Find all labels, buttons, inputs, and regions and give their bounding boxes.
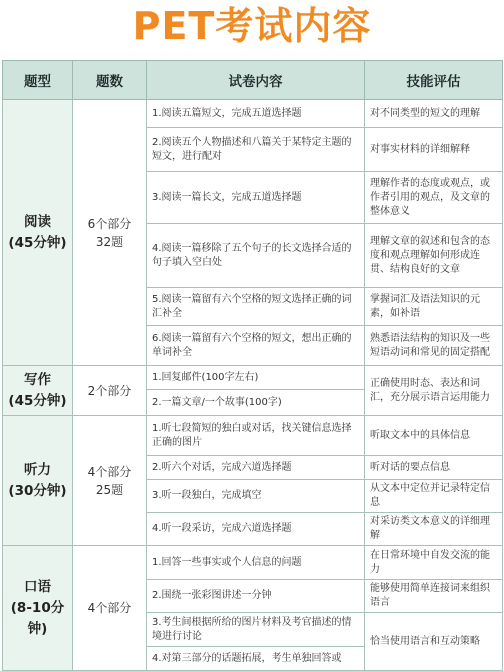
paper-cell: 1.回答一些事实或个人信息的问题	[147, 546, 365, 580]
section-time-label: (8-10分钟)	[10, 599, 65, 637]
paper-cell: 2.阅读五个人物描述和八篇关于某特定主题的短文，进行配对	[147, 128, 365, 172]
header-count: 题数	[73, 61, 147, 100]
section-writing-count	[73, 366, 147, 416]
skill-cell: 听取文本中的具体信息	[365, 416, 503, 456]
paper-cell: 5.阅读一篇留有六个空格的短文选择正确的词汇补全	[147, 288, 365, 326]
section-speaking-type	[3, 546, 73, 671]
paper-cell: 3.阅读一篇长文，完成五道选择题	[147, 172, 365, 224]
header-skill: 技能评估	[365, 61, 503, 100]
section-reading-count	[73, 100, 147, 366]
skill-cell: 听对话的要点信息	[365, 456, 503, 480]
skill-cell: 从文本中定位并记录特定信息	[365, 480, 503, 513]
paper-cell: 3.考生间根据所给的图片材料及考官描述的情境进行讨论	[147, 613, 365, 647]
section-type-label: 听力	[24, 461, 51, 478]
skill-cell: 对事实材料的详细解释	[365, 128, 503, 172]
section-listening-type	[3, 416, 73, 546]
section-count-parts: 4个部分	[87, 601, 132, 615]
skill-cell: 能够使用简单连接词来组织语言	[365, 580, 503, 613]
table-header-row	[3, 61, 503, 100]
skill-cell: 熟悉语法结构的知识及一些短语动词和常见的固定搭配	[365, 326, 503, 366]
title-main: 考试内容	[215, 4, 372, 48]
skill-cell: 在日常环境中自发交流的能力	[365, 546, 503, 580]
section-time-label: (45分钟)	[8, 392, 67, 409]
skill-cell: 理解作者的态度或观点，或作者引用的观点，及文章的整体意义	[365, 172, 503, 224]
section-count-parts: 6个部分	[87, 216, 132, 231]
section-reading-type	[3, 100, 73, 366]
section-count-parts: 2个部分	[87, 383, 132, 398]
section-speaking-count	[73, 546, 147, 671]
title-prefix: PET	[132, 4, 216, 48]
section-writing-type	[3, 366, 73, 416]
section-type-label: 写作	[24, 371, 51, 388]
header-type: 题型	[3, 61, 73, 100]
table-row	[3, 546, 503, 580]
skill-cell: 理解文章的叙述和包含的态度和观点理解如何形成连贯、结构良好的文章	[365, 224, 503, 288]
skill-cell: 对不同类型的短文的理解	[365, 100, 503, 128]
header-paper: 试卷内容	[147, 61, 365, 100]
skill-cell: 掌握词汇及语法知识的元素，如补语	[365, 288, 503, 326]
paper-cell: 1.回复邮件(100字左右)	[147, 366, 365, 390]
paper-cell: 4.对第三部分的话题拓展，考生单独回答或	[147, 647, 365, 671]
paper-cell: 6.阅读一篇留有六个空格的短文，想出正确的单词补全	[147, 326, 365, 366]
table-row	[3, 366, 503, 390]
paper-cell: 2.围绕一张彩图讲述一分钟	[147, 580, 365, 613]
paper-cell: 2.听六个对话，完成六道选择题	[147, 456, 365, 480]
section-count-questions: 32题	[95, 234, 124, 249]
section-count-parts: 4个部分	[87, 464, 132, 479]
section-listening-count	[73, 416, 147, 546]
table-row	[3, 100, 503, 128]
paper-cell: 2.一篇文章/一个故事(100字)	[147, 390, 365, 416]
paper-cell: 4.听一段采访，完成六道选择题	[147, 513, 365, 546]
skill-cell: 对采访类文本意义的详细理解	[365, 513, 503, 546]
section-type-label: 口语	[24, 578, 51, 595]
paper-cell: 1.阅读五篇短文，完成五道选择题	[147, 100, 365, 128]
exam-content-table	[2, 60, 503, 671]
page-title	[0, 0, 504, 56]
section-count-questions: 25题	[95, 482, 124, 497]
section-time-label: (30分钟)	[8, 482, 67, 499]
skill-cell: 恰当使用语言和互动策略	[365, 613, 503, 671]
section-type-label: 阅读	[24, 213, 51, 230]
section-time-label: (45分钟)	[8, 234, 67, 251]
paper-cell: 4.阅读一篇移除了五个句子的长文选择合适的句子填入空白处	[147, 224, 365, 288]
skill-cell: 正确使用时态、表达和词汇，充分展示语言运用能力	[365, 366, 503, 416]
paper-cell: 1.听七段简短的独白或对话，找关键信息选择正确的图片	[147, 416, 365, 456]
table-row	[3, 416, 503, 456]
paper-cell: 3.听一段独白，完成填空	[147, 480, 365, 513]
